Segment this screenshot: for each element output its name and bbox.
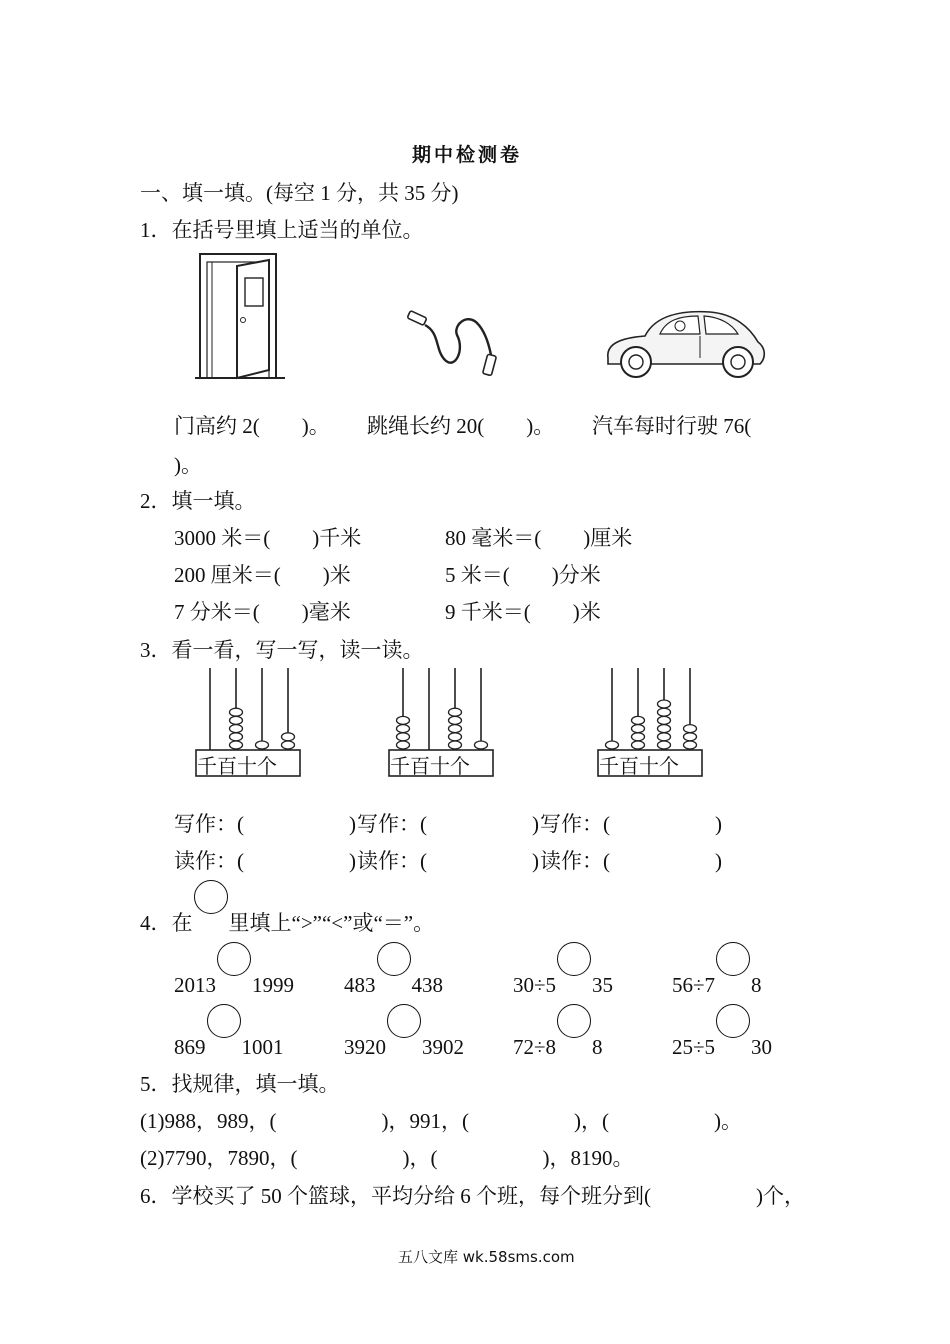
compare-circle[interactable] — [557, 942, 591, 976]
q2-item: 9 千米＝( )米 — [445, 600, 601, 624]
abacus-bead — [397, 725, 410, 733]
compare-item: 483 438 — [344, 960, 443, 998]
q5-line-2: (2)7790，7890，( )，( )，8190。 — [140, 1146, 634, 1170]
abacus-bead — [230, 733, 243, 741]
circle-blank-icon — [194, 880, 228, 914]
compare-circle[interactable] — [557, 1004, 591, 1038]
abacus-bead — [684, 725, 697, 733]
compare-item: 869 1001 — [174, 1022, 284, 1060]
abacus-label: 千百十个 — [599, 754, 679, 778]
abacus-bead — [449, 708, 462, 716]
abacus-bead — [449, 716, 462, 724]
compare-circle[interactable] — [716, 1004, 750, 1038]
compare-item: 56÷7 8 — [672, 960, 762, 998]
abacus-bead — [475, 741, 488, 749]
abacus-bead — [397, 741, 410, 749]
abacus-bead — [632, 725, 645, 733]
compare-item: 72÷8 8 — [513, 1022, 603, 1060]
abacus-bead — [658, 741, 671, 749]
abacus-bead — [256, 741, 269, 749]
jump-rope-image — [405, 305, 505, 380]
abacus-bead — [230, 741, 243, 749]
q5-line-1: (1)988，989，( )，991，( )，( )。 — [140, 1109, 742, 1133]
abacus-bead — [449, 733, 462, 741]
abacus-bead — [658, 716, 671, 724]
footer-watermark: 五八文库 wk.58sms.com — [398, 1248, 575, 1266]
q3-read: 读作：( ) — [540, 849, 722, 873]
q2-item: 200 厘米＝( )米 — [174, 563, 351, 587]
abacus-bead — [282, 733, 295, 741]
compare-item: 2013 1999 — [174, 960, 294, 998]
q3-write: 写作：( ) — [357, 812, 539, 836]
abacus-label: 千百十个 — [197, 754, 277, 778]
q1-prompt: 1．在括号里填上适当的单位。 — [140, 218, 424, 242]
abacus-bead — [632, 741, 645, 749]
q4-prompt-part1: 4．在 — [140, 911, 193, 935]
abacus-bead — [397, 733, 410, 741]
abacus-bead — [397, 716, 410, 724]
abacus-bead — [230, 725, 243, 733]
abacus-bead — [658, 725, 671, 733]
compare-item: 3920 3902 — [344, 1022, 464, 1060]
compare-circle[interactable] — [217, 942, 251, 976]
abacus-bead — [449, 725, 462, 733]
q2-item: 80 毫米＝( )厘米 — [445, 526, 633, 550]
q3-write: 写作：( ) — [174, 812, 356, 836]
abacus-bead — [230, 708, 243, 716]
abacus-bead — [632, 733, 645, 741]
compare-item: 30÷5 35 — [513, 960, 613, 998]
q3-read: 读作：( ) — [174, 849, 356, 873]
abacus-bead — [658, 708, 671, 716]
compare-circle[interactable] — [387, 1004, 421, 1038]
compare-item: 25÷5 30 — [672, 1022, 772, 1060]
q4-prompt — [140, 898, 434, 937]
abacus-bead — [658, 700, 671, 708]
q1-item-door: 门高约 2( )。 — [174, 414, 330, 438]
section-heading: 一、填一填。(每空 1 分，共 35 分) — [140, 181, 459, 205]
q4-prompt-part2: 里填上“>”“<”或“＝”。 — [228, 911, 435, 935]
q1-item-car-wrap: )。 — [174, 453, 202, 477]
q1-item-car: 汽车每时行驶 76( — [592, 414, 752, 438]
compare-circle[interactable] — [716, 942, 750, 976]
page-title: 期中检测卷 — [412, 145, 523, 166]
q6-prompt: 6．学校买了 50 个篮球，平均分给 6 个班，每个班分到( )个， — [140, 1184, 805, 1208]
q2-prompt: 2．填一填。 — [140, 489, 256, 513]
abacus-bead — [658, 733, 671, 741]
car-image — [600, 306, 770, 382]
q1-item-rope: 跳绳长约 20( )。 — [367, 414, 555, 438]
q2-item: 5 米＝( )分米 — [445, 563, 601, 587]
abacus-bead — [684, 741, 697, 749]
compare-circle[interactable] — [207, 1004, 241, 1038]
q2-item: 3000 米＝( )千米 — [174, 526, 362, 550]
q3-write: 写作：( ) — [540, 812, 722, 836]
compare-circle[interactable] — [377, 942, 411, 976]
abacus-label: 千百十个 — [390, 754, 470, 778]
abacus-bead — [230, 716, 243, 724]
abacus-bead — [282, 741, 295, 749]
door-image — [195, 252, 285, 382]
abacus-bead — [606, 741, 619, 749]
q3-read: 读作：( ) — [357, 849, 539, 873]
q5-prompt: 5．找规律，填一填。 — [140, 1072, 340, 1096]
abacus-bead — [684, 733, 697, 741]
abacus-bead — [632, 716, 645, 724]
q2-item: 7 分米＝( )毫米 — [174, 600, 351, 624]
q3-prompt: 3．看一看，写一写，读一读。 — [140, 638, 424, 662]
abacus-bead — [449, 741, 462, 749]
